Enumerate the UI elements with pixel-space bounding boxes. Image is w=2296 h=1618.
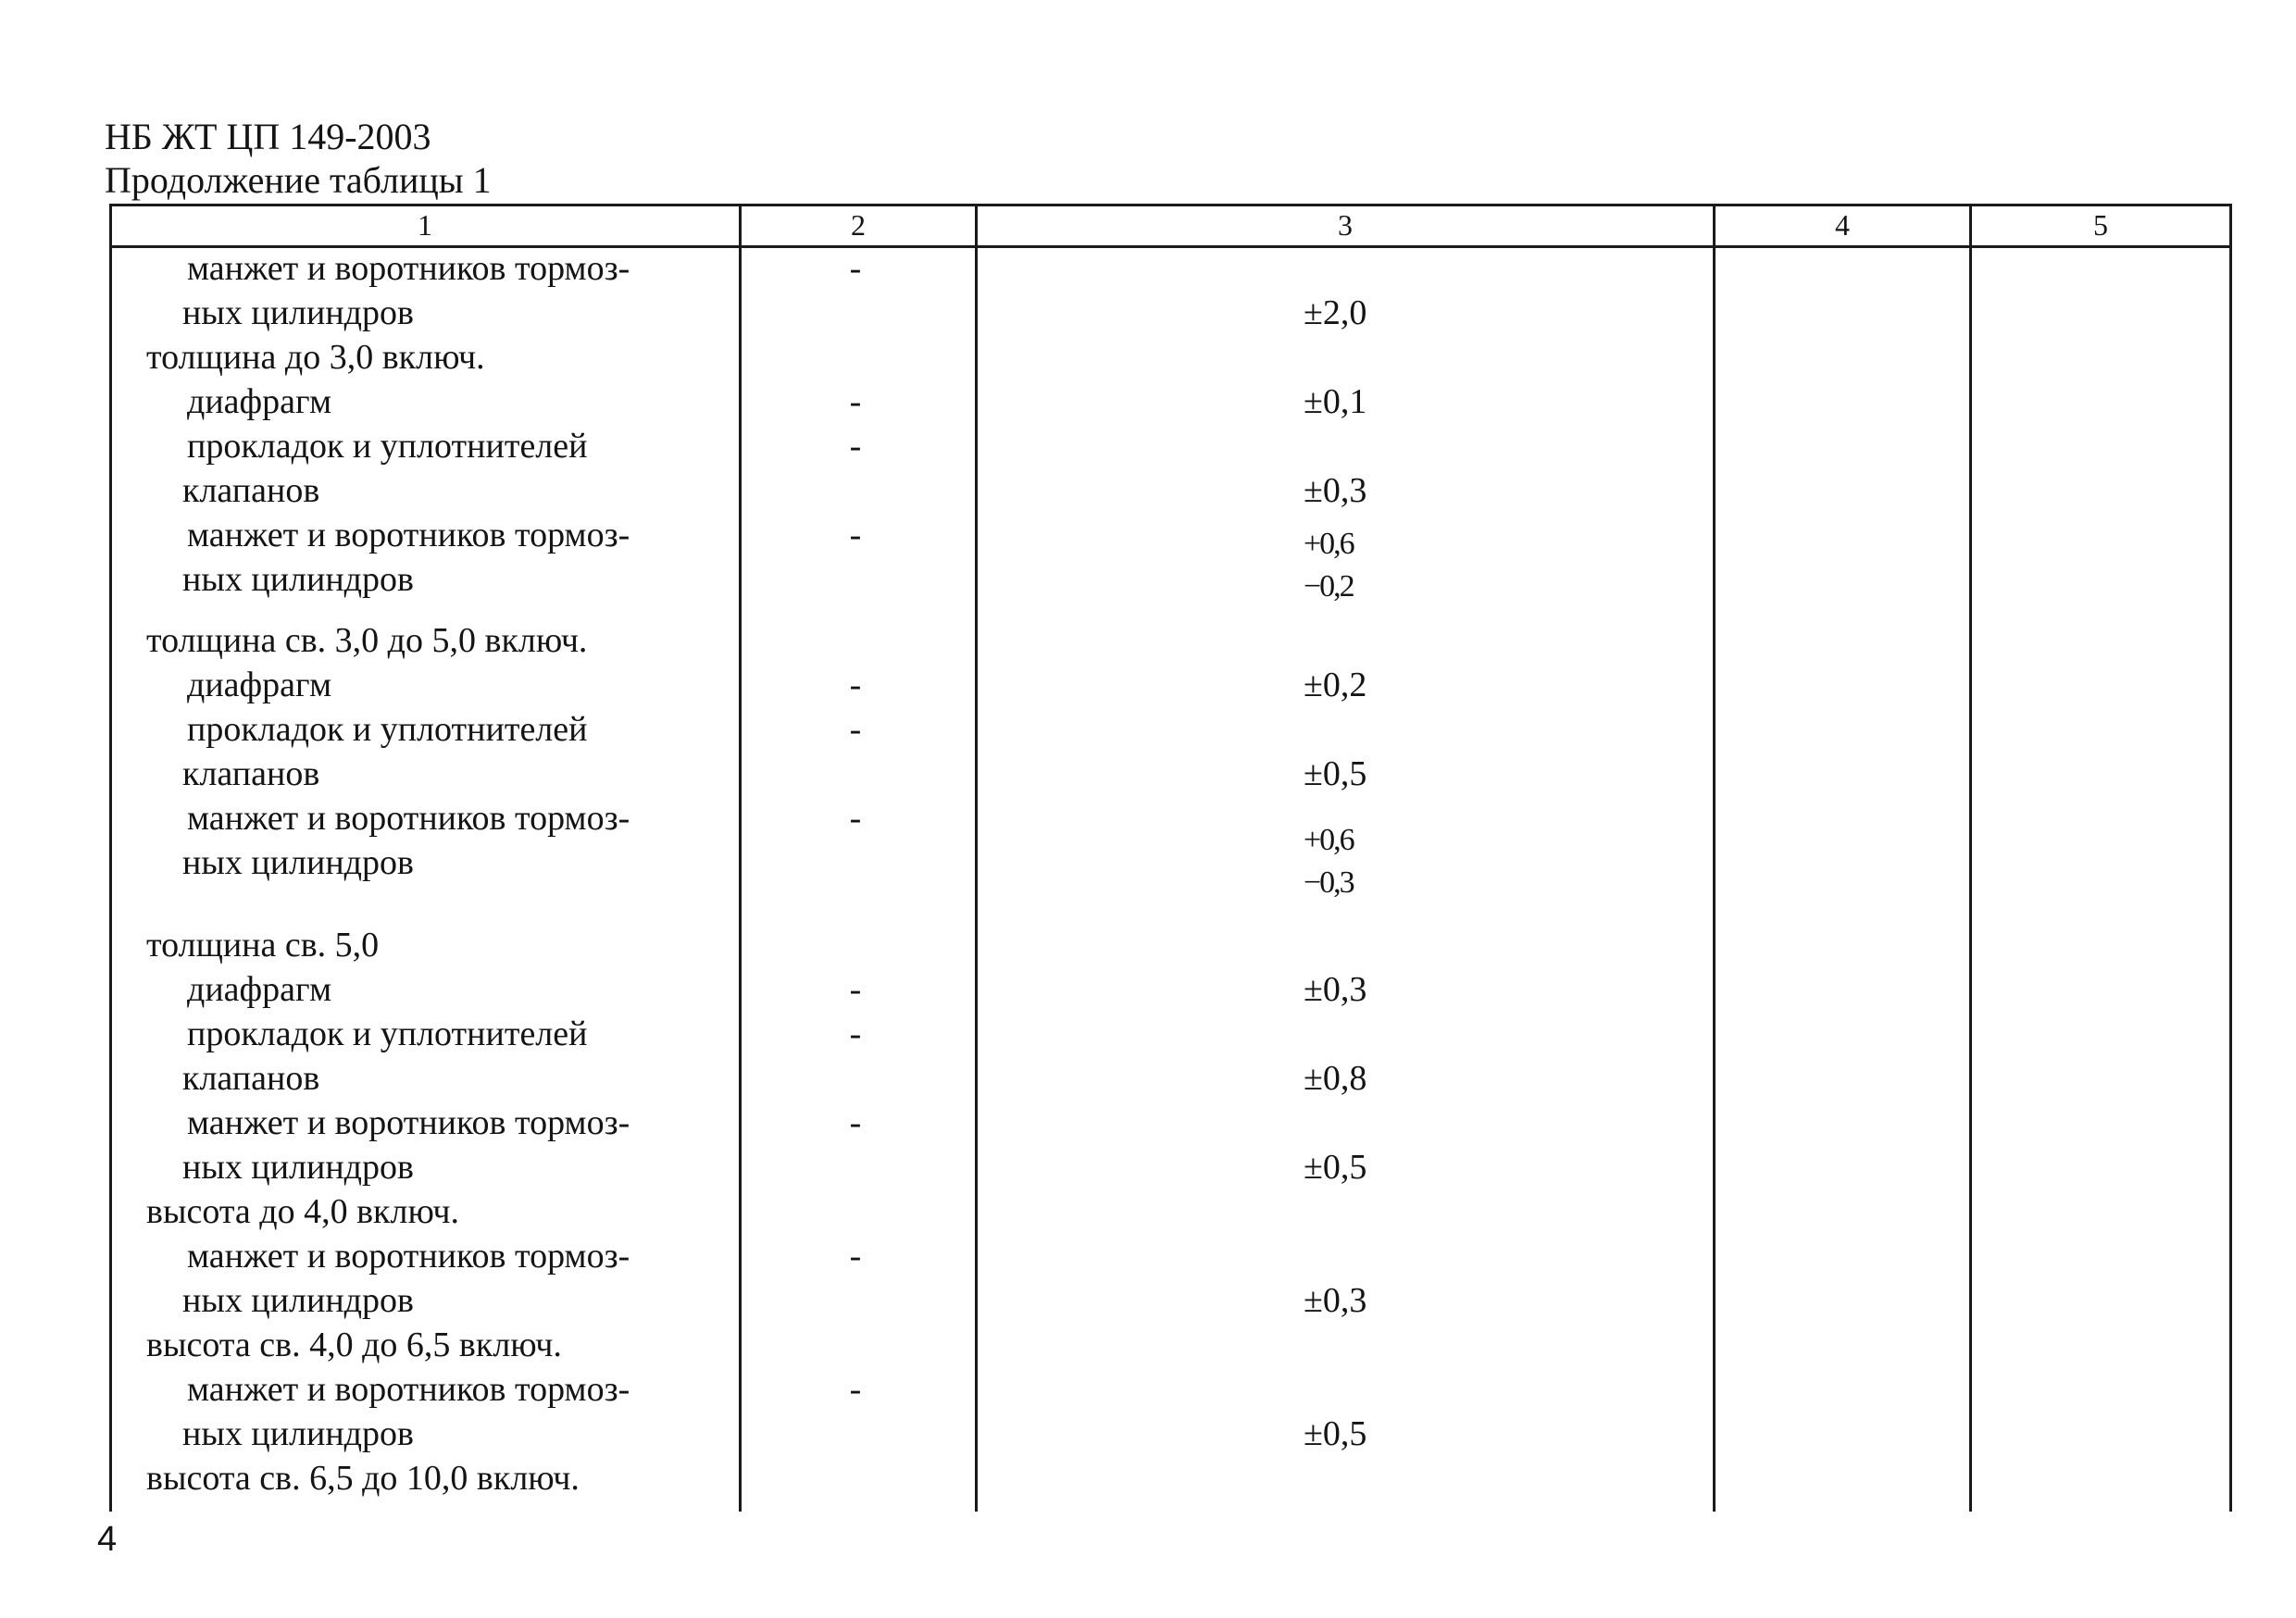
table-cell-description: прокладок и уплотнителей [187,710,588,749]
table-cell-col2: - [849,382,862,421]
table-cell-description: манжет и воротников тормоз- [187,516,630,554]
table-cell-tolerance: ±2,0 [1304,293,1367,332]
table-cell-col2: - [849,1103,862,1142]
column-divider [975,205,978,1512]
table-cell-tolerance-lower: −0,3 [1304,865,1354,900]
table-cell-description: клапанов [182,471,320,510]
column-number-2: 2 [851,208,866,242]
table-cell-description: манжет и воротников тормоз- [187,799,630,838]
table-cell-section-heading: высота св. 4,0 до 6,5 включ. [146,1326,562,1364]
table-cell-description: ных цилиндров [182,293,414,332]
table-cell-tolerance: ±0,3 [1304,1281,1367,1320]
table-continuation-title: Продолжение таблицы 1 [105,159,492,201]
page-number: 4 [97,1520,118,1559]
table-cell-description: ных цилиндров [182,560,414,599]
table-cell-tolerance: ±0,2 [1304,666,1367,704]
table-cell-section-heading: высота св. 6,5 до 10,0 включ. [146,1459,580,1498]
table-cell-description: ных цилиндров [182,843,414,882]
table-cell-col2: - [849,427,862,466]
table-cell-section-heading: толщина св. 3,0 до 5,0 включ. [146,621,588,660]
table-cell-tolerance-upper: +0,6 [1304,527,1354,561]
document-code: НБ ЖТ ЦП 149-2003 [105,116,431,157]
table-cell-col2: - [849,970,862,1009]
table-cell-tolerance: ±0,3 [1304,970,1367,1009]
table-cell-col2: - [849,1014,862,1053]
table-cell-tolerance: ±0,3 [1304,471,1367,510]
table-cell-col2: - [849,666,862,704]
table-cell-tolerance: ±0,1 [1304,382,1367,421]
table-cell-col2: - [849,1370,862,1409]
table-left-border [109,205,112,1512]
table-cell-description: диафрагм [187,666,332,704]
table-cell-tolerance: ±0,5 [1304,1414,1367,1453]
table-cell-description: ных цилиндров [182,1414,414,1453]
column-number-3: 3 [1338,208,1353,242]
column-number-1: 1 [418,208,432,242]
table-cell-description: диафрагм [187,382,332,421]
column-divider [1969,205,1972,1512]
table-cell-tolerance-lower: −0,2 [1304,569,1354,604]
column-number-5: 5 [2093,208,2108,242]
table-cell-section-heading: толщина до 3,0 включ. [146,338,485,377]
table-cell-description: манжет и воротников тормоз- [187,1370,630,1409]
table-cell-tolerance: ±0,5 [1304,1148,1367,1187]
table-cell-description: манжет и воротников тормоз- [187,249,630,288]
table-cell-section-heading: толщина св. 5,0 [146,926,380,965]
table-cell-section-heading: высота до 4,0 включ. [146,1192,460,1231]
header-bottom-border [109,245,2232,248]
column-divider [739,205,742,1512]
column-divider [1713,205,1716,1512]
table-cell-col2: - [849,799,862,838]
table-cell-description: клапанов [182,1059,320,1098]
table-cell-tolerance: ±0,5 [1304,754,1367,793]
table-cell-col2: - [849,249,862,288]
table-cell-description: манжет и воротников тормоз- [187,1237,630,1276]
table-cell-description: манжет и воротников тормоз- [187,1103,630,1142]
table-cell-col2: - [849,710,862,749]
table-cell-description: диафрагм [187,970,332,1009]
table-right-border [2229,205,2232,1512]
table-cell-col2: - [849,516,862,554]
table-cell-tolerance: ±0,8 [1304,1059,1367,1098]
column-number-4: 4 [1835,208,1850,242]
table-cell-col2: - [849,1237,862,1276]
table-cell-tolerance-upper: +0,6 [1304,823,1354,857]
table-cell-description: клапанов [182,754,320,793]
table-cell-description: прокладок и уплотнителей [187,1014,588,1053]
table-cell-description: ных цилиндров [182,1281,414,1320]
table-cell-description: прокладок и уплотнителей [187,427,588,466]
table-cell-description: ных цилиндров [182,1148,414,1187]
